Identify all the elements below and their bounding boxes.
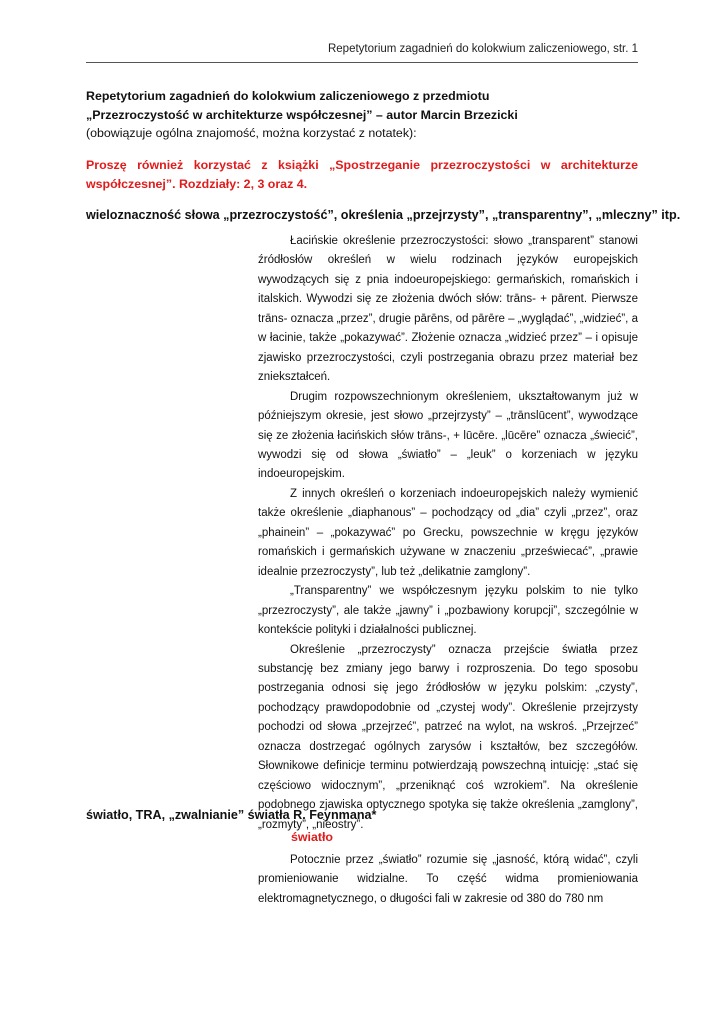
paragraph: „Transparentny” we współczesnym języku polskim to nie tylko „przezroczysty”, ale także „jawny” i „pozbawiony korupcji”, szczególnie w kontekście polityki i działalności publicznej. (258, 585, 638, 637)
header-divider (86, 62, 638, 63)
paragraph: Z innych określeń o korzeniach indoeuropejskich należy wymienić także określenie „diaphanous” – pochodzący od „dia” czyli „przez”, oraz „phainein” – „pokazywać” po Grecku, powszechnie w kręgu języków romańskich i germańskich używane w znaczeniu „przeświecać”, „prawie idealnie przezroczysty”, lub też „delikatnie zamglony”. (258, 487, 638, 578)
section-2-body (258, 851, 638, 909)
section-heading-1: wieloznaczność słowa „przezroczystość”, określenia „przejrzysty”, „transparentny”, „mleczny” itp. (86, 208, 681, 222)
paragraph: Określenie „przezroczysty” oznacza przejście światła przez substancję bez zmiany jego barwy i rozproszenia. Do tego sposobu postrzegania odnosi się jego źródłosłów w języku polskim: „czysty”, pochodzący prawdopodobnie od „czystej wody”. Określenie przejrzysty pochodzi od słowa „przejrzeć”, patrzeć na wylot, na wskroś. „Przejrzeć” oznacza dostrzegać ogólnych zarysów i kształtów, bez szczegółów. Słownikowe definicje terminu potwierdzają powszechną intuicję: „stać się częściowo widocznym”, „przeniknąć coś wzrokiem”. Na określenie podobnego zjawiska optycznego spotyka się także określenia „zamglony”, „rozmyty”, „nieostry”. (258, 643, 638, 831)
title-line-1: Repetytorium zagadnień do kolokwium zaliczeniowego z przedmiotu (86, 89, 490, 103)
section-1-body (258, 232, 638, 835)
title-block (86, 87, 646, 143)
running-header: Repetytorium zagadnień do kolokwium zaliczeniowego, str. 1 (327, 43, 638, 55)
section-heading-2: światło, TRA, „zwalnianie” światła R. Feynmana* (86, 808, 377, 822)
title-line-3: (obowiązuje ogólna znajomość, można korzystać z notatek): (86, 126, 417, 140)
subheading-swiatlo: światło (291, 830, 333, 844)
paragraph: Łacińskie określenie przezroczystości: słowo „transparent” stanowi źródłosłów określeń w wielu rodzinach języków europejskich wywodzących się z pnia indoeuropejskiego: germańskich, romańskich i italskich. Wywodzi się ze złożenia dwóch słów: trāns- + pārent. Pierwsze trāns- oznacza „przez”, drugie pārēns, od pārēre – „wyglądać”, „widzieć”, a w łacinie, także „pokazywać”. Złożenie oznacza „widzieć przez” – i opisuje zjawisko przezroczystości, czyli postrzegania obrazu przez materiał bez zniekształceń. (258, 235, 638, 384)
red-note: Proszę również korzystać z książki „Spostrzeganie przezroczystości w architekturze współczesnej”. Rozdziały: 2, 3 oraz 4. (86, 158, 638, 191)
title-line-2: „Przezroczystość w architekturze współczesnej” – autor Marcin Brzezicki (86, 107, 518, 122)
paragraph: Potocznie przez „światło” rozumie się „jasność, którą widać”, czyli promieniowanie widzialne. To część widma promieniowania elektromagnetycznego, o długości fali w zakresie od 380 do 780 nm (258, 854, 638, 905)
paragraph: Drugim rozpowszechnionym określeniem, ukształtowanym już w późniejszym okresie, jest słowo „przejrzysty” – „trānslūcent”, wywodzące się ze złożenia łacińskich słów trāns-, + lūcēre. „lūcēre” oznacza „świecić”, wywodzi się od słowa „światło” – „leuk” o korzeniach w języku indoeuropejskim. (258, 390, 638, 481)
